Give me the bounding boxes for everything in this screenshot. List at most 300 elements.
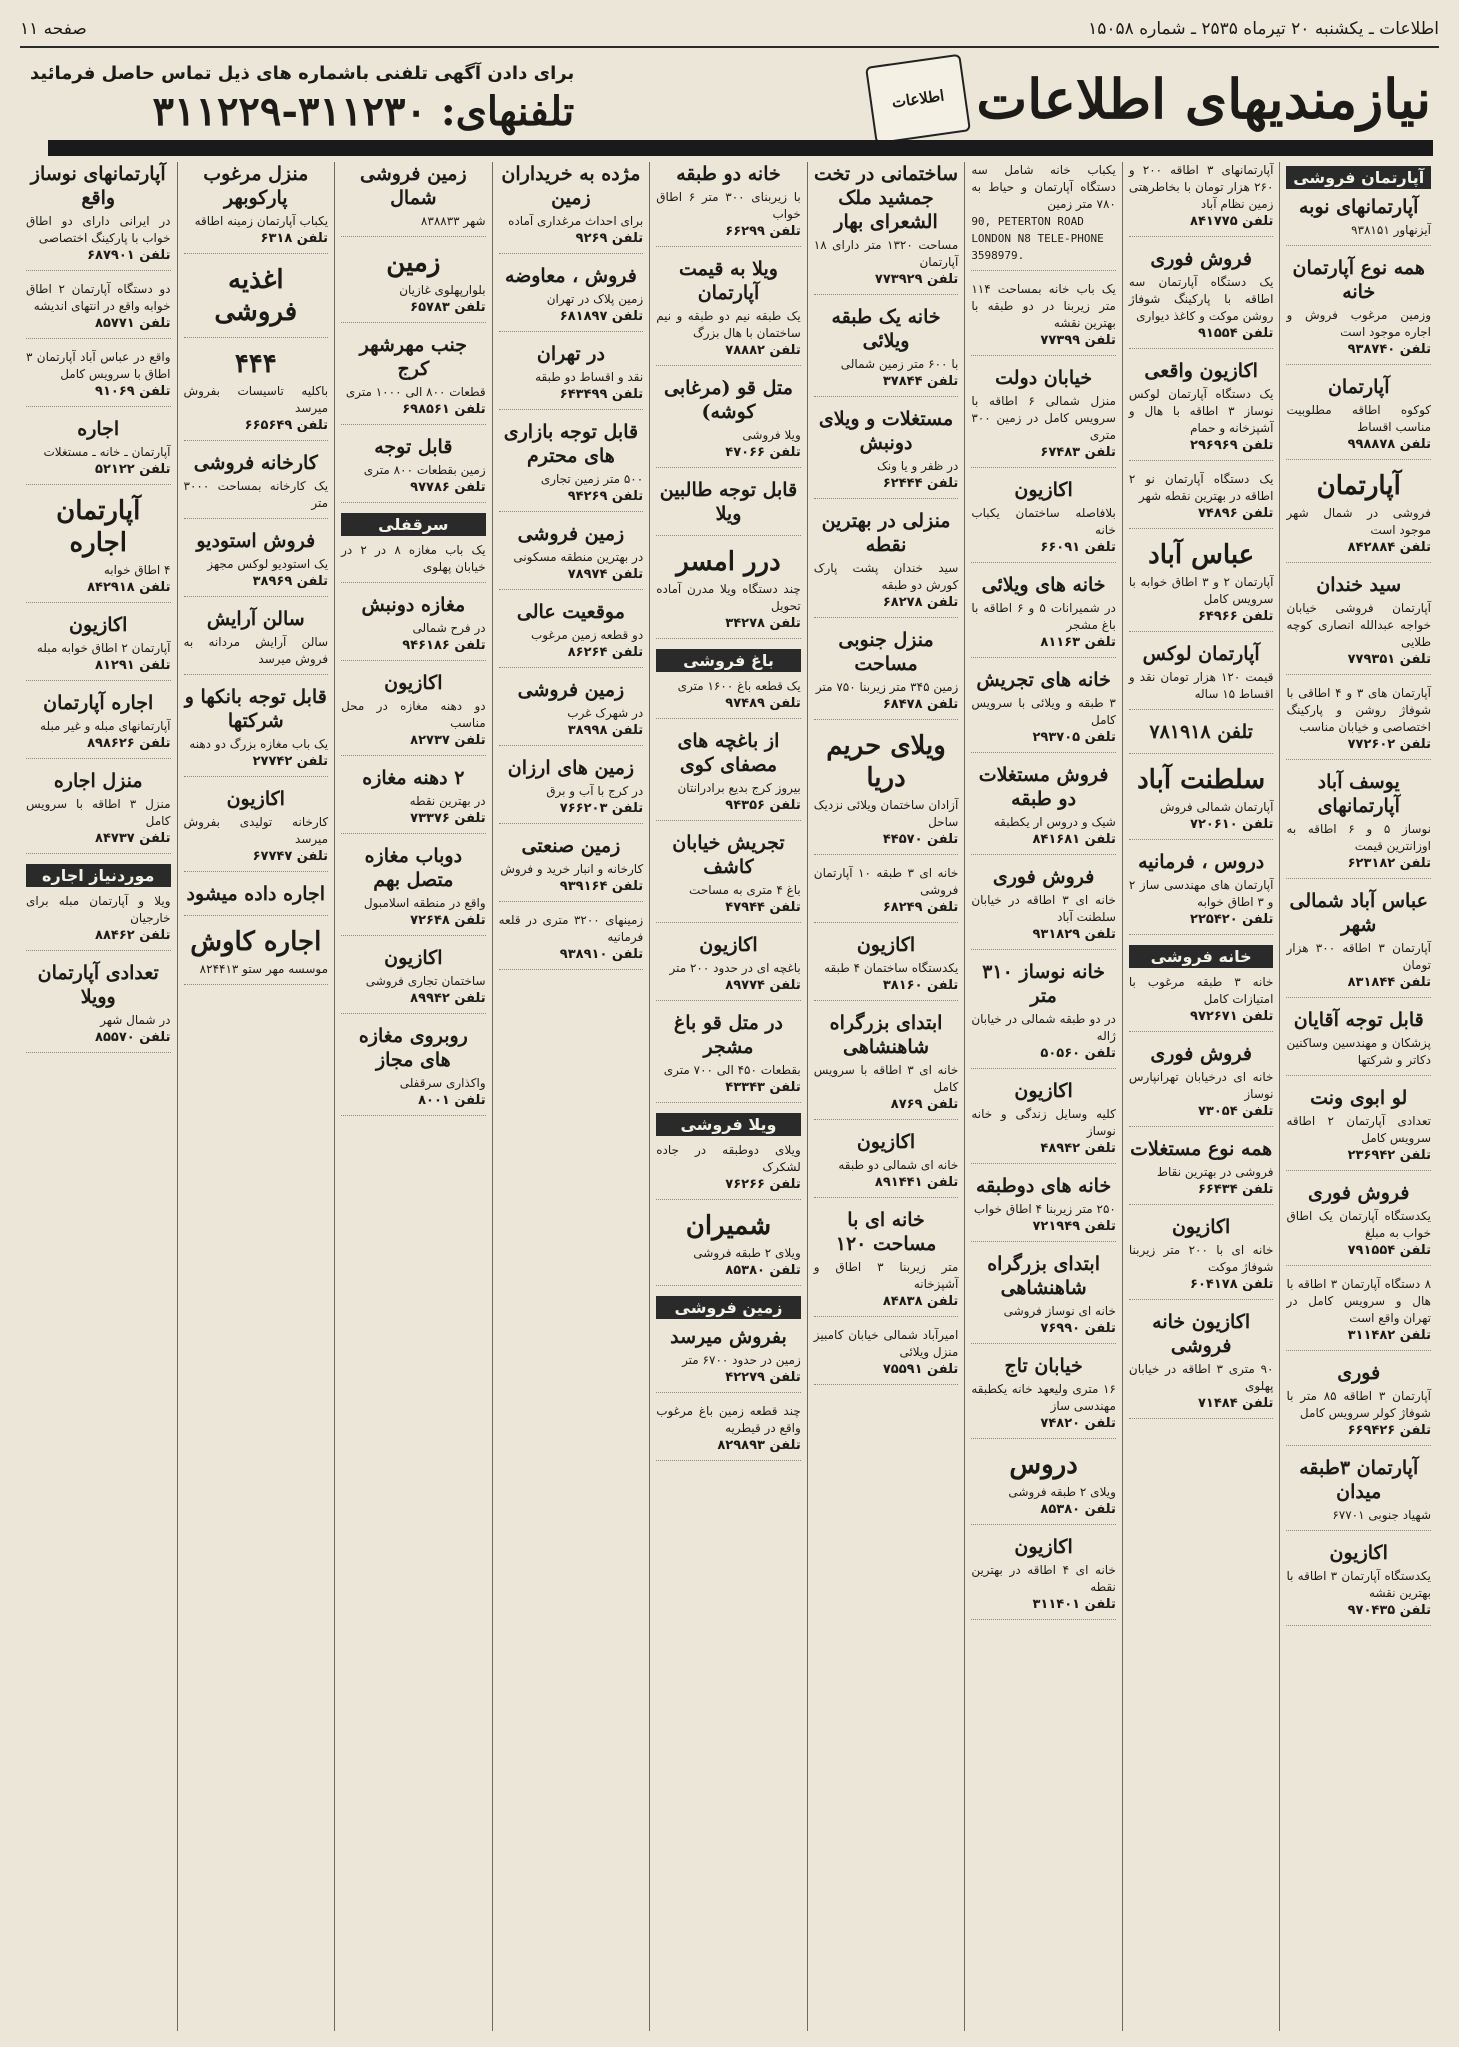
ad-headline: جنب مهرشهر کرج xyxy=(359,334,468,380)
ad-body: موسسه مهر ستو ۸۲۴۴۱۳ xyxy=(199,962,329,976)
ad-phone: تلفن ۹۷۰۴۳۵ xyxy=(1347,1603,1431,1618)
ad-body: ویلا و آپارتمان مبله برای خارجیان xyxy=(25,894,171,925)
classified-ad xyxy=(341,333,486,425)
column-3 xyxy=(964,162,1122,2031)
classified-ad xyxy=(26,961,171,1053)
ad-phone: تلفن ۷۶۹۹۰ xyxy=(1040,1321,1116,1336)
ad-headline: همه نوع مستغلات xyxy=(1130,1138,1273,1160)
ad-phone: تلفن ۸۵۳۸۰ xyxy=(725,1263,801,1278)
ad-phone: تلفن ۶۸۱۸۹۷ xyxy=(559,309,644,324)
section-header: باغ فروشی xyxy=(656,649,801,672)
ad-body: مساحت ۱۳۲۰ متر دارای ۱۸ آپارتمان xyxy=(813,238,959,269)
column-8 xyxy=(177,162,335,2031)
ad-headline: خانه های دوطبقه xyxy=(975,1175,1112,1197)
ad-body: در بهترین منطقه مسکونی xyxy=(513,550,644,564)
ad-phone: تلفن ۶۴۳۴۹۹ xyxy=(559,387,644,402)
ad-body: کارخانه تولیدی بفروش میرسد xyxy=(183,815,329,846)
ad-body: در دو طبقه شمالی در خیابان ژاله xyxy=(971,1012,1116,1043)
ad-phone: تلفن ۷۷۳۹۹ xyxy=(1040,333,1116,348)
classified-ad xyxy=(1129,974,1274,1032)
ad-body: کارخانه و انبار خرید و فروش xyxy=(500,862,644,876)
ad-headline: مستغلات و ویلای دونبش xyxy=(818,408,954,454)
ad-phone: تلفن ۹۴۲۶۹ xyxy=(567,489,644,504)
ad-phone: تلفن ۵۰۵۶۰ xyxy=(1040,1046,1116,1061)
ad-headline: اکازیون xyxy=(1014,1536,1073,1558)
ad-phone: تلفن ۴۷۹۴۴ xyxy=(725,900,801,915)
ad-body: یکدستگاه آپارتمان یک اطاق خواب به مبلغ xyxy=(1286,1209,1431,1240)
ad-headline: یوسف آباد آپارتمانهای xyxy=(1317,771,1400,817)
ad-phone: تلفن ۶۰۴۱۷۸ xyxy=(1190,1277,1274,1292)
ad-body: خانه ۳ طبقه مرغوب با امتیازات کامل xyxy=(1128,975,1274,1006)
ad-headline: ۲ دهنه مغازه xyxy=(362,767,465,789)
column-2 xyxy=(1122,162,1280,2031)
classified-ad xyxy=(971,162,1116,271)
ad-phone: تلفن ۷۲۱۹۴۹ xyxy=(1032,1219,1116,1234)
classified-ad xyxy=(1286,1541,1431,1626)
ad-address-english: 90, PETERTON ROAD LONDON N8 TELE-PHONE 3598979. xyxy=(971,215,1104,262)
classified-ad xyxy=(184,882,329,916)
ad-body: یک قطعه باغ ۱۶۰۰ متری xyxy=(677,679,801,693)
ad-phone: تلفن ۶۹۸۵۶۱ xyxy=(402,402,486,417)
ad-headline: اکازیون xyxy=(699,934,758,956)
classified-ad xyxy=(814,1130,959,1198)
classified-ad xyxy=(26,495,171,603)
phone-block xyxy=(30,63,574,135)
classified-ad xyxy=(26,613,171,681)
ad-phone: تلفن ۸۰۰۱ xyxy=(418,1093,486,1108)
emblem-text: اطلاعات xyxy=(891,86,946,112)
classified-ad xyxy=(971,960,1116,1069)
ad-headline: اکازیون xyxy=(384,947,443,969)
classified-ad xyxy=(814,933,959,1001)
ad-headline: زمین فروشی xyxy=(517,523,625,545)
classified-ad xyxy=(184,787,329,872)
ad-headline: خانه نوساز ۳۱۰ متر xyxy=(982,961,1106,1007)
ad-headline: قابل توجه طالبین ویلا xyxy=(659,479,798,525)
ad-headline: زمین صنعتی xyxy=(521,835,621,857)
ad-headline: ۴۴۴ xyxy=(234,349,277,379)
ad-phone: تلفن ۸۹۱۴۴۱ xyxy=(874,1175,959,1190)
ad-phone: تلفن ۲۳۶۹۴۲ xyxy=(1347,1148,1431,1163)
ad-phone: تلفن ۷۶۲۶۶ xyxy=(725,1177,801,1192)
classified-ad xyxy=(26,893,171,951)
ad-body: ویلای دوطبقه در جاده لشکرک xyxy=(656,1143,801,1174)
ad-headline: قابل توجه بانکها و شرکتها xyxy=(184,686,327,732)
ad-body: در بهترین نقطه xyxy=(409,794,486,808)
ad-headline: خیابان دولت xyxy=(995,367,1093,389)
ad-headline: اکازیون xyxy=(1014,1080,1073,1102)
ad-body: آیزنهاور ۹۳۸۱۵۱ xyxy=(1351,223,1431,237)
ad-body: یک کارخانه بمساحت ۳۰۰۰ متر xyxy=(183,479,329,510)
ad-body: ساختمان تجاری فروشی xyxy=(365,974,486,988)
ad-body: خانه ای نوساز فروشی xyxy=(1003,1304,1116,1318)
ad-headline: قابل توجه آقایان xyxy=(1293,1009,1424,1031)
ad-phone: تلفن ۴۸۹۴۲ xyxy=(1040,1141,1116,1156)
ad-phone: تلفن ۷۹۱۵۵۴ xyxy=(1347,1243,1431,1258)
ad-body: زمین بقطعات ۸۰۰ متری xyxy=(363,463,486,477)
classified-ad xyxy=(1286,685,1431,760)
classified-ad xyxy=(341,542,486,583)
ad-headline: سلطنت آباد xyxy=(1137,765,1266,795)
ad-headline: ویلا به قیمت آپارتمان xyxy=(678,258,778,304)
ad-headline: اکازیون xyxy=(69,614,128,636)
classified-ad xyxy=(656,933,801,1001)
classified-ad xyxy=(341,593,486,661)
ad-body: بیروز کرج بدیع برادرانتان xyxy=(677,781,801,795)
ad-body: ۳ طبقه و ویلائی با سرویس کامل xyxy=(971,696,1116,727)
ad-phone: تلفن ۸۱۱۶۳ xyxy=(1040,635,1116,650)
ad-phone: تلفن ۸۲۷۳۷ xyxy=(410,733,486,748)
ad-headline: بفروش میرسد xyxy=(670,1326,787,1348)
ad-headline: مغازه دونبش xyxy=(361,594,466,616)
column-5 xyxy=(649,162,807,2031)
classified-ad xyxy=(971,1354,1116,1439)
ad-headline: در متل قو باغ مشجر xyxy=(673,1012,784,1058)
ad-body: سالن آرایش مردانه به فروش میرسد xyxy=(183,635,329,666)
classified-ad xyxy=(1286,375,1431,460)
ad-phone: تلفن ۶۶۴۳۴ xyxy=(1197,1182,1274,1197)
classified-ad xyxy=(184,685,329,777)
ad-phone: تلفن ۷۸۹۷۴ xyxy=(567,567,644,582)
ad-phone: تلفن ۶۶۲۹۹ xyxy=(725,224,801,239)
ad-phone: تلفن ۹۲۶۹ xyxy=(575,231,644,246)
ad-headline: زمین xyxy=(386,248,441,278)
ad-phone: تلفن ۸۵۳۸۰ xyxy=(1040,1502,1116,1517)
ad-phone: تلفن ۷۶۶۲۰۳ xyxy=(559,801,644,816)
ad-body: دو دهنه مغازه در محل مناسب xyxy=(341,699,486,730)
ad-headline: اکازیون xyxy=(856,934,916,956)
ad-phone: تلفن ۵۲۱۲۲ xyxy=(95,462,171,477)
ad-body: خانه ای با ۲۰۰ متر زیربنا شوفاژ موکت xyxy=(1128,1243,1274,1274)
ad-body: آپارتمان ۳ اطاقه ۳۰۰ هزار تومان xyxy=(1286,941,1432,972)
ad-phone: تلفن ۸۳۱۸۴۴ xyxy=(1347,975,1431,990)
ad-body: واکذاری سرقفلی xyxy=(399,1076,486,1090)
ad-headline: فروش فوری xyxy=(1150,248,1252,270)
classified-ad xyxy=(26,349,171,407)
ad-headline: تجریش خیابان کاشف xyxy=(672,832,785,878)
classified-ad xyxy=(656,376,801,468)
ad-body: آپارتمان ۲ و ۳ اطاق خوابه با سرویس کامل xyxy=(1128,575,1274,606)
classified-ad xyxy=(971,573,1116,658)
ad-body: آپارتمان فروشی خیابان خواجه عبدالله انصاری کوچه طلایی xyxy=(1286,601,1431,649)
ad-phone: تلفن ۹۳۸۷۴۰ xyxy=(1347,342,1431,357)
ad-headline: خانه های ویلائی xyxy=(981,574,1106,596)
classified-ad xyxy=(971,1079,1116,1164)
ad-phone: تلفن ۷۸۸۸۲ xyxy=(725,343,801,358)
ad-phone: تلفن ۶۶۹۴۲۶ xyxy=(1347,1423,1431,1438)
classified-ad xyxy=(971,763,1116,855)
ad-body: آپارتمانهای ۳ اطاقه ۲۰۰ و ۲۶۰ هزار تومان با بخاطرهتی زمین نظام آباد xyxy=(1128,163,1274,211)
ad-headline: اکازیون xyxy=(384,672,443,694)
ad-body: یکباب خانه شامل سه دستگاه آپارتمان و حیاط به ۷۸۰ متر زمین xyxy=(971,163,1116,211)
ad-phone: تلفن ۶۴۹۶۶ xyxy=(1197,609,1274,624)
classified-ad xyxy=(26,162,171,271)
ad-headline: خانه دو طبقه xyxy=(676,163,781,185)
ad-phone: تلفن ۹۱۵۵۴ xyxy=(1197,326,1274,341)
ad-body: فروشی در بهترین نقاط xyxy=(1156,1165,1274,1179)
ad-phone: تلفن ۹۹۸۸۷۸ xyxy=(1347,437,1431,452)
classified-ad xyxy=(1286,470,1431,563)
ad-body: بلوارپهلوی غازیان xyxy=(399,283,486,297)
ad-headline: ساختمانی در تخت جمشید ملک الشعرای بهار xyxy=(813,163,959,233)
ad-body: فروشی در شمال شهر موجود است xyxy=(1286,506,1431,537)
ad-phone: تلفن ۷۲۶۴۸ xyxy=(410,913,486,928)
ad-headline: اکازیون xyxy=(226,788,285,810)
ad-body: کوکوه اطاقه مطلوبیت مناسب اقساط xyxy=(1286,403,1431,434)
classified-ad xyxy=(1129,1042,1274,1127)
ad-phone: تلفن ۸۴۷۳۷ xyxy=(95,831,171,846)
ad-body: یکدستگاه ساختمان ۴ طبقه xyxy=(824,961,959,975)
ad-body: خانه ای درخیابان تهرانپارس نوساز xyxy=(1128,1070,1274,1101)
ad-headline: عباس آباد xyxy=(1148,540,1255,570)
ad-body: آپارتمان ۳ اطاقه ۸۵ متر با شوفاژ کولر سرویس کامل xyxy=(1286,1389,1432,1420)
ad-headline: ویلای حریم دریا xyxy=(826,731,946,793)
classified-ad xyxy=(1286,195,1431,246)
ad-body: پزشکان و مهندسین وساکنین دکاتر و شرکتها xyxy=(1286,1036,1431,1067)
ad-body: نوساز ۵ و ۶ اطاقه به اوزانترین قیمت xyxy=(1286,822,1431,853)
ad-phone: تلفن ۷۵۵۹۱ xyxy=(882,1362,959,1377)
classified-ad xyxy=(1129,1137,1274,1205)
ad-headline: ابتدای بزرگراه شاهنشاهی xyxy=(987,1253,1100,1299)
ad-phone: تلفن ۶۵۷۸۳ xyxy=(410,300,486,315)
ad-headline: زمین فروشی شمال xyxy=(360,163,467,209)
masthead-rule xyxy=(48,140,1433,156)
classified-ad xyxy=(1286,1086,1431,1171)
classified-ad xyxy=(341,435,486,503)
classified-ad xyxy=(1286,889,1431,998)
ad-phone: تلفن ۷۴۸۹۶ xyxy=(1197,506,1274,521)
classified-ad xyxy=(184,348,329,441)
ad-phone: تلفن ۹۷۲۶۷۱ xyxy=(1190,1009,1274,1024)
classified-ad xyxy=(1129,850,1274,935)
ad-headline: دوباب مغازه متصل بهم xyxy=(364,845,463,891)
ad-body: خانه ای شمالی دو طبقه xyxy=(838,1158,959,1172)
classified-ad xyxy=(971,1449,1116,1525)
classified-ad xyxy=(26,769,171,854)
ad-headline: موقعیت عالی xyxy=(516,601,625,623)
ad-body: دو قطعه زمین مرغوب xyxy=(531,628,644,642)
classified-ad xyxy=(1129,720,1274,754)
section-header: خانه فروشی xyxy=(1129,945,1274,968)
ad-phone: تلفن ۶۶۵۶۴۹ xyxy=(244,418,329,433)
ad-body: آزادان ساختمان ویلائی نزدیک ساحل xyxy=(813,798,959,829)
ad-body: ویلای ۲ طبقه فروشی xyxy=(1008,1485,1116,1499)
masthead-title: نیازمندیهای اطلاعات xyxy=(976,67,1431,131)
classified-ad xyxy=(1129,471,1274,529)
ad-phone: تلفن ۲۹۳۷۰۵ xyxy=(1032,730,1116,745)
ad-phone: تلفن ۷۲۰۶۱۰ xyxy=(1190,817,1274,832)
ad-headline: اجاره xyxy=(77,418,120,440)
ad-body: زمین در حدود ۶۷۰۰ متر xyxy=(682,1353,801,1367)
section-header: ویلا فروشی xyxy=(656,1113,801,1136)
ad-phone: تلفن ۸۱۲۹۱ xyxy=(95,658,171,673)
ad-phone: تلفن ۴۲۲۷۹ xyxy=(725,1370,801,1385)
ad-body: خانه ای ۳ اطاقه با سرویس کامل xyxy=(813,1063,959,1094)
classified-ad xyxy=(1286,1181,1431,1266)
ad-phone: تلفن ۶۷۴۸۳ xyxy=(1040,445,1116,460)
classified-ad xyxy=(814,730,959,855)
classified-ad xyxy=(971,865,1116,950)
classified-ad xyxy=(814,628,959,720)
column-1 xyxy=(1279,162,1437,2031)
ad-body: با زیربنای ۳۰۰ متر ۶ اطاق خواب xyxy=(656,190,801,221)
ad-body: ویلای ۲ طبقه فروشی xyxy=(693,1246,801,1260)
ad-phone: تلفن ۷۷۳۹۲۹ xyxy=(874,272,959,287)
ad-phone: تلفن ۹۴۶۱۸۶ xyxy=(402,638,486,653)
ad-headline: زمین فروشی xyxy=(517,679,625,701)
ad-phone: تلفن ۳۷۸۴۴ xyxy=(882,374,959,389)
classified-ad xyxy=(1286,1361,1431,1446)
ad-headline: فروش ، معاوضه xyxy=(504,265,637,287)
ad-body: یک باب خانه بمساحت ۱۱۴ متر زیربنا در دو طبقه با بهترین نقشه xyxy=(971,282,1116,330)
phone-intro: برای دادن آگهی تلفنی باشماره های ذیل تماس حاصل فرمائید xyxy=(30,63,575,84)
ad-headline: منزلی در بهترین نقطه xyxy=(821,510,951,556)
classified-ad xyxy=(656,729,801,821)
ad-body: باغ ۴ متری به مساحت xyxy=(689,883,801,897)
ad-headline: سید خندان xyxy=(1316,574,1402,596)
ad-body: در شمیرانات ۵ و ۶ اطاقه با باغ مشجر xyxy=(971,601,1116,632)
ad-phone: تلفن ۹۳۹۱۶۴ xyxy=(559,879,644,894)
ad-headline: اکازیون واقعی xyxy=(1144,360,1258,382)
ad-headline: مژده به خریداران زمین xyxy=(501,163,641,209)
classified-ad xyxy=(184,264,329,338)
ad-headline: روبروی مغازه های مجاز xyxy=(358,1025,468,1071)
ad-body: یک دستگاه آپارتمان لوکس نوساز ۳ اطاقه با هال و آشپزخانه و حمام xyxy=(1128,387,1274,435)
ad-headline: قابل توجه xyxy=(374,436,453,458)
ad-headline: شمیران xyxy=(685,1211,772,1241)
ad-phone: تلفن ۲۷۷۴۲ xyxy=(252,754,329,769)
classified-ad xyxy=(341,671,486,756)
ad-body: سید خندان پشت پارک کورش دو طبقه xyxy=(813,561,959,592)
ad-phone: تلفن ۹۴۳۵۶ xyxy=(725,798,801,813)
classified-ad xyxy=(656,678,801,719)
classified-ad xyxy=(971,478,1116,563)
ad-phone: تلفن ۲۲۵۴۲۰ xyxy=(1190,912,1274,927)
newspaper-emblem-icon xyxy=(865,54,971,145)
ad-headline: لو ابوی ونت xyxy=(1310,1087,1408,1109)
ad-phone: تلفن ۸۲۹۸۹۳ xyxy=(717,1438,801,1453)
ad-phone: تلفن ۶۷۷۴۷ xyxy=(252,849,329,864)
classified-ad xyxy=(341,946,486,1014)
classified-ad xyxy=(1286,573,1431,675)
classified-ad xyxy=(971,1174,1116,1242)
ad-headline: زمین های ارزان xyxy=(507,757,635,779)
ad-body: امیرآباد شمالی خیابان کامبیز منزل ویلائی xyxy=(813,1328,959,1359)
classified-ad xyxy=(26,691,171,759)
ad-body: یک دستگاه آپارتمان نو ۲ اطاقه در بهترین نقطه شهر xyxy=(1128,472,1274,503)
ad-body: ۱۶ متری ولیعهد خانه یکطبقه مهندسی ساز xyxy=(971,1382,1116,1413)
ad-phone: تلفن ۸۹۹۴۲ xyxy=(410,991,486,1006)
ad-body: یکدستگاه آپارتمان ۳ اطاقه با بهترین نقشه xyxy=(1286,1569,1431,1600)
ad-headline: قابل توجه بازاری های محترم xyxy=(503,421,639,467)
ad-headline: فوری xyxy=(1337,1362,1381,1384)
ad-headline: عباس آباد شمالی شهر xyxy=(1289,890,1428,936)
ad-body: نقد و اقساط دو طبقه xyxy=(535,370,644,384)
classified-ad xyxy=(184,926,329,985)
classified-ad xyxy=(341,766,486,834)
ad-phone: تلفن ۸۹۸۶۲۶ xyxy=(87,736,171,751)
classified-ad xyxy=(499,912,644,970)
ad-headline: سالن آرایش xyxy=(206,608,305,630)
ad-headline: خانه های تجریش xyxy=(976,669,1111,691)
ad-body: خانه ای ۴ اطاقه در بهترین نقطه xyxy=(971,1563,1116,1594)
ad-phone: تلفن ۸۵۷۷۱ xyxy=(95,316,171,331)
classified-ad xyxy=(656,257,801,366)
ad-body: قیمت ۱۲۰ هزار تومان نقد و اقساط ۱۵ ساله xyxy=(1128,670,1274,701)
section-header: آپارتمان فروشی xyxy=(1286,166,1431,189)
ad-body: ۴ اطاق خوابه xyxy=(103,563,171,577)
ad-phone: تلفن ۶۸۴۷۸ xyxy=(882,697,959,712)
classified-ad xyxy=(499,756,644,824)
ad-phone: تلفن ۲۹۶۹۶۹ xyxy=(1190,438,1274,453)
ad-headline: آپارتمان لوکس xyxy=(1142,643,1260,665)
classified-ad xyxy=(499,678,644,746)
ad-headline: خانه یک طبقه ویلائی xyxy=(831,306,941,352)
ad-phone: تلفن ۸۴۱۶۸۱ xyxy=(1032,832,1116,847)
ad-body: در ایرانی دارای دو اطاق خواب با پارکینگ اختصاصی xyxy=(25,214,171,245)
ad-phone: تلفن ۹۳۱۸۲۹ xyxy=(1032,927,1116,942)
ad-body: یک طبقه نیم دو طبقه و نیم ساختمان با هال بزرگ xyxy=(656,309,801,340)
ad-body: زمین پلاک در تهران xyxy=(546,292,644,306)
ad-body: شهر ۸۳۸۸۳۳ xyxy=(420,214,486,228)
ad-headline: همه نوع آپارتمان خانه xyxy=(1292,257,1425,303)
ad-body: یک دستگاه آپارتمان سه اطاقه با پارکینگ شوفاژ روشن موکت و کاغذ دیواری xyxy=(1128,275,1274,323)
ad-headline: تلفن ۷۸۱۹۱۸ xyxy=(1149,721,1253,743)
ad-phone: تلفن ۳۱۱۴۰۱ xyxy=(1032,1597,1116,1612)
classified-ad xyxy=(499,420,644,512)
ad-headline: آپارتمان xyxy=(1316,471,1401,501)
ad-headline: آپارتمان xyxy=(1327,376,1390,398)
ad-headline: فروش استودیو xyxy=(196,530,316,552)
classified-ad xyxy=(1129,539,1274,632)
ad-body: بقطعات ۴۵۰ الی ۷۰۰ متری xyxy=(663,1063,801,1077)
ad-phone: تلفن ۳۸۹۶۹ xyxy=(252,574,329,589)
classified-ad xyxy=(1286,770,1431,879)
ad-headline: اکازیون xyxy=(1014,479,1073,501)
classified-ad xyxy=(814,1011,959,1120)
ad-body: ویلا فروشی xyxy=(742,428,801,442)
classified-ad xyxy=(341,162,486,237)
ad-headline: آپارتمان ۳طبقه میدان xyxy=(1299,1457,1419,1503)
classified-ad xyxy=(26,281,171,339)
classified-ad xyxy=(656,478,801,536)
ad-body: آپارتمانهای مبله و غیر مبله xyxy=(40,719,171,733)
classified-ad xyxy=(341,844,486,936)
ad-headline: اغذیه فروشی xyxy=(214,265,298,327)
ad-body: متر زیربنا ۳ اطاق و آشپزخانه xyxy=(813,1260,959,1291)
classified-ad xyxy=(656,831,801,923)
ad-headline: اکازیون xyxy=(1329,1542,1388,1564)
ad-body: وزمین مرغوب فروش و اجاره موجود است xyxy=(1286,308,1431,339)
page-label: صفحه ۱۱ xyxy=(20,19,87,39)
ad-phone: تلفن ۸۷۶۹ xyxy=(890,1097,959,1112)
ad-phone: تلفن ۸۹۷۷۴ xyxy=(725,978,801,993)
ad-headline: فروش مستغلات دو طبقه xyxy=(978,764,1109,810)
ad-phone: تلفن ۹۷۷۸۶ xyxy=(410,480,486,495)
ad-headline: اکازیون خانه فروشی xyxy=(1152,1311,1251,1357)
ad-phone: تلفن ۷۱۴۸۴ xyxy=(1197,1396,1274,1411)
classified-ad xyxy=(971,668,1116,753)
ad-phone: تلفن ۴۴۵۷۰ xyxy=(882,832,959,847)
ad-phone: تلفن ۶۸۲۷۸ xyxy=(882,595,959,610)
classified-ad xyxy=(656,1011,801,1103)
classified-ad xyxy=(499,834,644,902)
ad-phone: تلفن ۷۴۸۲۰ xyxy=(1040,1416,1116,1431)
classified-ad xyxy=(499,600,644,668)
classified-columns xyxy=(20,162,1437,2031)
ad-body: زمین ۳۴۵ متر زیربنا ۷۵۰ متر xyxy=(815,680,959,694)
ad-headline: کارخانه فروشی xyxy=(193,452,318,474)
